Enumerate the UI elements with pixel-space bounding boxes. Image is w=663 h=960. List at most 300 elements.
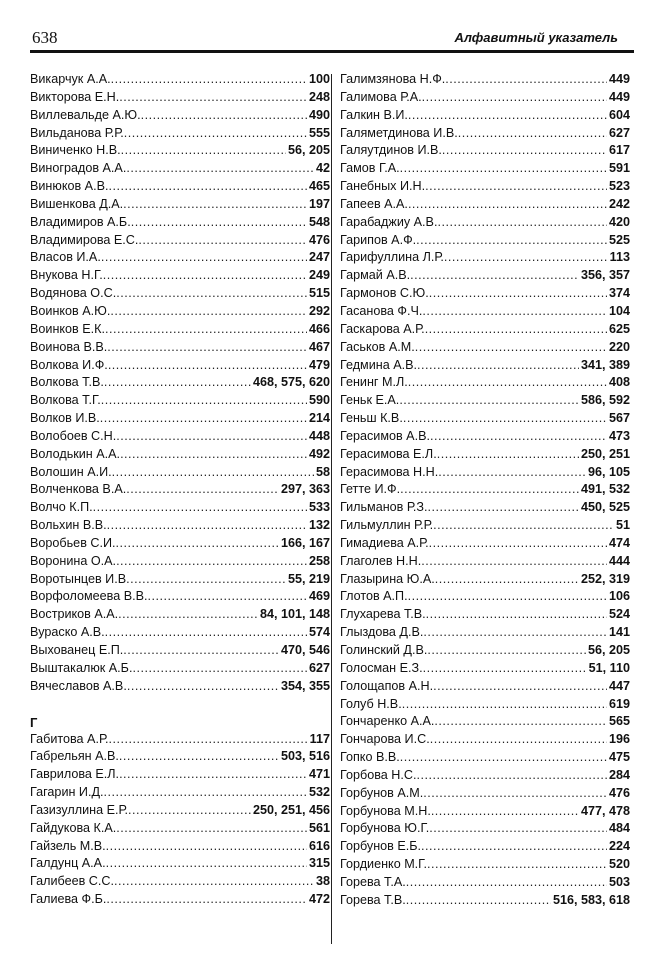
entry-name: Волков И.В. bbox=[30, 411, 100, 426]
leader-dots bbox=[128, 803, 251, 817]
leader-dots bbox=[118, 607, 258, 621]
leader-dots bbox=[421, 839, 607, 853]
entry-pages: 444 bbox=[608, 553, 630, 568]
leader-dots bbox=[123, 197, 307, 211]
section-letter: Г bbox=[30, 714, 38, 730]
index-entry bbox=[340, 72, 630, 90]
leader-dots bbox=[116, 429, 307, 443]
leader-dots bbox=[116, 554, 307, 568]
leader-dots bbox=[400, 482, 579, 496]
entry-name: Геньк Е.А. bbox=[340, 393, 400, 408]
entry-pages: 591 bbox=[608, 161, 630, 176]
entry-name: Вильданова Р.Р. bbox=[30, 125, 124, 140]
index-entry bbox=[30, 767, 330, 785]
index-entry bbox=[340, 179, 630, 197]
entry-name: Виниченко Н.В. bbox=[30, 143, 121, 158]
index-entry bbox=[30, 661, 330, 679]
index-entry bbox=[340, 482, 630, 500]
index-entry bbox=[30, 500, 330, 518]
entry-name: Выхованец Е.П. bbox=[30, 643, 124, 657]
entry-name: Горбова Н.С. bbox=[340, 767, 417, 782]
index-entry bbox=[30, 215, 330, 233]
entry-pages: 450, 525 bbox=[580, 500, 630, 515]
index-entry bbox=[340, 643, 630, 661]
leader-dots bbox=[422, 304, 607, 318]
entry-name: Волченкова В.А. bbox=[30, 482, 127, 497]
index-entry bbox=[30, 607, 330, 625]
entry-pages: 515 bbox=[308, 286, 330, 301]
entry-name: Ворфоломеева В.В. bbox=[30, 589, 148, 604]
entry-name: Вольхин В.В. bbox=[30, 518, 107, 533]
leader-dots bbox=[123, 643, 279, 657]
entry-name: Гончаренко А.А. bbox=[340, 714, 435, 729]
index-entry bbox=[30, 447, 330, 465]
leader-dots bbox=[105, 322, 307, 336]
entry-name: Галдунц А.А. bbox=[30, 856, 106, 871]
leader-dots bbox=[430, 429, 607, 443]
entry-pages: 476 bbox=[608, 785, 630, 800]
index-entry bbox=[30, 518, 330, 536]
index-entry bbox=[30, 482, 330, 500]
entry-pages: 619 bbox=[608, 696, 630, 711]
leader-dots bbox=[101, 250, 307, 264]
entry-name: Гармай А.В. bbox=[340, 268, 411, 283]
entry-name: Генинг М.Л. bbox=[340, 375, 408, 390]
index-entry bbox=[340, 786, 630, 804]
entry-name: Вураско А.В. bbox=[30, 625, 105, 640]
index-entry bbox=[340, 536, 630, 554]
index-entry bbox=[340, 143, 630, 161]
entry-name: Галяутдинов И.В. bbox=[340, 143, 442, 158]
entry-pages: 248 bbox=[308, 89, 330, 104]
leader-dots bbox=[403, 411, 607, 425]
index-entry bbox=[340, 197, 630, 215]
entry-pages: 465 bbox=[308, 179, 330, 194]
entry-name: Викторова Е.Н. bbox=[30, 89, 120, 104]
index-entry bbox=[340, 358, 630, 376]
entry-pages: 574 bbox=[308, 625, 330, 640]
header-rule bbox=[30, 50, 634, 53]
index-entry bbox=[30, 197, 330, 215]
index-entry bbox=[30, 749, 330, 767]
entry-name: Внукова Н.Г. bbox=[30, 268, 103, 283]
index-entry bbox=[340, 750, 630, 768]
index-entry bbox=[30, 233, 330, 251]
leader-dots bbox=[402, 697, 607, 711]
entry-pages: 197 bbox=[308, 196, 330, 211]
index-list-b bbox=[30, 732, 330, 910]
leader-dots bbox=[427, 643, 586, 657]
entry-pages: 420 bbox=[608, 214, 630, 229]
leader-dots bbox=[107, 340, 307, 354]
entry-pages: 84, 101, 148 bbox=[259, 607, 330, 622]
leader-dots bbox=[437, 215, 607, 229]
entry-name: Гармонов С.Ю. bbox=[340, 286, 429, 301]
entry-name: Воробьев С.И. bbox=[30, 535, 116, 550]
entry-name: Глазырина Ю.А. bbox=[340, 571, 435, 586]
leader-dots bbox=[416, 768, 607, 782]
index-entry bbox=[340, 607, 630, 625]
entry-pages: 468, 575, 620 bbox=[252, 375, 330, 390]
entry-pages: 374 bbox=[608, 286, 630, 301]
index-entry bbox=[30, 250, 330, 268]
entry-name: Гетте И.Ф. bbox=[340, 482, 401, 497]
index-entry bbox=[340, 554, 630, 572]
entry-pages: 341, 389 bbox=[580, 357, 630, 372]
entry-pages: 503, 516 bbox=[280, 749, 330, 764]
entry-name: Галимзянова Н.Ф. bbox=[340, 72, 446, 86]
entry-name: Востриков А.А. bbox=[30, 607, 119, 622]
entry-pages: 113 bbox=[609, 250, 630, 265]
entry-pages: 490 bbox=[308, 107, 330, 122]
entry-name: Водянова О.С. bbox=[30, 286, 117, 301]
entry-name: Володькин А.А. bbox=[30, 446, 121, 461]
index-entry bbox=[340, 465, 630, 483]
entry-name: Воинков Е.К. bbox=[30, 321, 105, 336]
leader-dots bbox=[437, 447, 579, 461]
entry-pages: 466 bbox=[308, 321, 330, 336]
entry-pages: 42 bbox=[315, 161, 330, 176]
leader-dots bbox=[105, 625, 307, 639]
entry-pages: 141 bbox=[608, 625, 630, 640]
entry-name: Глухарева Т.В. bbox=[340, 607, 426, 622]
entry-name: Горева Т.А. bbox=[340, 874, 406, 889]
leader-dots bbox=[104, 785, 307, 799]
leader-dots bbox=[119, 749, 279, 763]
leader-dots bbox=[141, 108, 307, 122]
index-entry bbox=[30, 286, 330, 304]
leader-dots bbox=[438, 465, 586, 479]
index-entry bbox=[340, 322, 630, 340]
column-divider bbox=[331, 74, 332, 944]
index-entry bbox=[30, 429, 330, 447]
entry-pages: 247 bbox=[308, 250, 330, 265]
entry-pages: 548 bbox=[308, 214, 330, 229]
index-entry bbox=[30, 732, 330, 750]
entry-name: Виллевальде А.Ю. bbox=[30, 107, 141, 122]
index-entry bbox=[30, 465, 330, 483]
leader-dots bbox=[106, 839, 307, 853]
entry-name: Воронина О.А. bbox=[30, 553, 117, 568]
index-entry bbox=[30, 375, 330, 393]
index-entry bbox=[30, 143, 330, 161]
index-entry bbox=[30, 179, 330, 197]
entry-name: Ганебных И.Н. bbox=[340, 179, 426, 194]
leader-dots bbox=[124, 126, 307, 140]
entry-name: Горбунов Е.Б. bbox=[340, 839, 422, 854]
entry-name: Гордиенко М.Г. bbox=[340, 857, 427, 872]
entry-name: Владимиров А.Б. bbox=[30, 214, 131, 229]
index-entry bbox=[30, 785, 330, 803]
entry-name: Глотов А.П. bbox=[340, 589, 408, 604]
leader-dots bbox=[106, 892, 307, 906]
index-entry bbox=[30, 679, 330, 697]
leader-dots bbox=[426, 607, 607, 621]
leader-dots bbox=[417, 358, 579, 372]
leader-dots bbox=[442, 143, 607, 157]
entry-pages: 467 bbox=[308, 339, 330, 354]
leader-dots bbox=[434, 714, 607, 728]
index-entry bbox=[340, 108, 630, 126]
entry-name: Гаскарова А.Р. bbox=[340, 321, 425, 336]
entry-pages: 604 bbox=[608, 107, 630, 122]
entry-name: Галимова Р.А. bbox=[340, 89, 422, 104]
index-entry bbox=[340, 304, 630, 322]
entry-pages: 586, 592 bbox=[580, 393, 630, 408]
index-entry bbox=[30, 304, 330, 322]
leader-dots bbox=[429, 821, 607, 835]
index-entry bbox=[340, 732, 630, 750]
leader-dots bbox=[425, 322, 607, 336]
entry-name: Гедмина А.В. bbox=[340, 357, 418, 372]
leader-dots bbox=[114, 874, 314, 888]
entry-name: Волкова И.Ф. bbox=[30, 357, 108, 372]
entry-name: Галибеев С.С. bbox=[30, 874, 114, 889]
running-title: Алфавитный указатель bbox=[454, 30, 618, 45]
entry-name: Гарипов А.Ф. bbox=[340, 232, 417, 247]
index-entry bbox=[340, 821, 630, 839]
index-entry bbox=[340, 804, 630, 822]
entry-pages: 616 bbox=[308, 838, 330, 853]
entry-name: Гапеев А.А. bbox=[340, 196, 408, 211]
entry-name: Вячеславов А.В. bbox=[30, 678, 127, 693]
index-entry bbox=[30, 358, 330, 376]
leader-dots bbox=[408, 589, 607, 603]
index-entry bbox=[30, 90, 330, 108]
entry-name: Горбунов А.М. bbox=[340, 785, 424, 800]
entry-pages: 117 bbox=[309, 731, 330, 746]
entry-pages: 447 bbox=[608, 678, 630, 693]
index-entry bbox=[30, 161, 330, 179]
entry-pages: 242 bbox=[608, 196, 630, 211]
entry-name: Гопко В.В. bbox=[340, 750, 400, 765]
entry-pages: 565 bbox=[608, 714, 630, 729]
leader-dots bbox=[458, 126, 607, 140]
entry-pages: 258 bbox=[308, 553, 330, 568]
index-list-right bbox=[340, 72, 630, 911]
leader-dots bbox=[126, 161, 314, 175]
entry-pages: 525 bbox=[608, 232, 630, 247]
entry-pages: 250, 251 bbox=[580, 446, 630, 461]
entry-pages: 292 bbox=[308, 303, 330, 318]
entry-name: Гайдукова К.А. bbox=[30, 820, 117, 835]
entry-pages: 284 bbox=[608, 767, 630, 782]
entry-name: Волкова Т.В. bbox=[30, 375, 104, 390]
entry-pages: 520 bbox=[608, 857, 630, 872]
entry-pages: 533 bbox=[308, 500, 330, 515]
leader-dots bbox=[423, 625, 607, 639]
entry-name: Гарабаджиу А.В. bbox=[340, 214, 438, 229]
leader-dots bbox=[423, 786, 607, 800]
entry-pages: 448 bbox=[308, 428, 330, 443]
entry-pages: 132 bbox=[308, 518, 330, 533]
leader-dots bbox=[406, 893, 551, 907]
index-entry bbox=[340, 268, 630, 286]
entry-pages: 470, 546 bbox=[280, 643, 330, 657]
entry-name: Гайзель М.В. bbox=[30, 838, 106, 853]
entry-pages: 51, 110 bbox=[588, 660, 630, 675]
leader-dots bbox=[416, 233, 607, 247]
index-entry bbox=[340, 625, 630, 643]
leader-dots bbox=[119, 767, 307, 781]
entry-name: Горбунова Ю.Г. bbox=[340, 821, 430, 836]
index-entry bbox=[30, 874, 330, 892]
entry-pages: 627 bbox=[608, 125, 630, 140]
index-entry bbox=[340, 589, 630, 607]
index-entry bbox=[340, 679, 630, 697]
leader-dots bbox=[421, 554, 607, 568]
entry-pages: 561 bbox=[308, 820, 330, 835]
index-entry bbox=[340, 126, 630, 144]
index-entry bbox=[340, 250, 630, 268]
entry-pages: 476 bbox=[308, 232, 330, 247]
entry-pages: 477, 478 bbox=[580, 803, 630, 818]
entry-name: Горева Т.В. bbox=[340, 892, 406, 907]
leader-dots bbox=[101, 393, 307, 407]
entry-name: Волкова Т.Г. bbox=[30, 393, 101, 408]
leader-dots bbox=[148, 589, 307, 603]
entry-pages: 532 bbox=[308, 785, 330, 800]
index-entry bbox=[340, 375, 630, 393]
index-entry bbox=[30, 554, 330, 572]
index-entry bbox=[30, 72, 330, 90]
leader-dots bbox=[422, 90, 607, 104]
entry-name: Гарифуллина Л.Р. bbox=[340, 250, 444, 265]
entry-pages: 627 bbox=[308, 660, 330, 675]
leader-dots bbox=[112, 465, 314, 479]
index-entry bbox=[340, 393, 630, 411]
entry-pages: 38 bbox=[315, 874, 330, 889]
index-entry bbox=[340, 429, 630, 447]
entry-pages: 106 bbox=[608, 589, 630, 604]
entry-name: Габитова А.Р. bbox=[30, 731, 109, 746]
entry-pages: 523 bbox=[608, 179, 630, 194]
index-list-a bbox=[30, 72, 330, 697]
index-entry bbox=[30, 856, 330, 874]
leader-dots bbox=[116, 821, 307, 835]
entry-name: Габрельян А.В. bbox=[30, 749, 119, 764]
leader-dots bbox=[110, 304, 307, 318]
leader-dots bbox=[444, 250, 608, 264]
entry-name: Винюков А.В. bbox=[30, 179, 109, 194]
entry-pages: 590 bbox=[308, 393, 330, 408]
index-entry bbox=[30, 126, 330, 144]
entry-pages: 449 bbox=[608, 72, 630, 86]
leader-dots bbox=[406, 875, 607, 889]
entry-pages: 220 bbox=[608, 339, 630, 354]
entry-name: Волчо К.П. bbox=[30, 500, 93, 515]
leader-dots bbox=[131, 215, 307, 229]
leader-dots bbox=[400, 161, 607, 175]
index-entry bbox=[30, 821, 330, 839]
leader-dots bbox=[399, 393, 579, 407]
index-entry bbox=[340, 857, 630, 875]
leader-dots bbox=[431, 804, 579, 818]
leader-dots bbox=[126, 482, 279, 496]
entry-name: Выштакалюк А.Б. bbox=[30, 660, 133, 675]
leader-dots bbox=[132, 661, 307, 675]
index-entry bbox=[30, 643, 330, 661]
entry-pages: 567 bbox=[608, 411, 630, 426]
leader-dots bbox=[423, 661, 587, 675]
index-entry bbox=[30, 340, 330, 358]
page-header bbox=[30, 26, 634, 50]
leader-dots bbox=[427, 857, 607, 871]
leader-dots bbox=[93, 500, 307, 514]
entry-pages: 315 bbox=[308, 856, 330, 871]
index-entry bbox=[30, 108, 330, 126]
entry-pages: 479 bbox=[308, 357, 330, 372]
entry-pages: 249 bbox=[308, 268, 330, 283]
entry-pages: 56, 205 bbox=[287, 143, 330, 158]
index-entry bbox=[340, 447, 630, 465]
leader-dots bbox=[121, 143, 286, 157]
entry-pages: 524 bbox=[608, 607, 630, 622]
leader-dots bbox=[429, 536, 607, 550]
entry-name: Волошин А.И. bbox=[30, 464, 112, 479]
leader-dots bbox=[445, 72, 607, 86]
entry-name: Гаськов А.М. bbox=[340, 339, 415, 354]
leader-dots bbox=[126, 572, 286, 586]
entry-pages: 491, 532 bbox=[580, 482, 630, 497]
entry-name: Герасимова Е.Л. bbox=[340, 446, 437, 461]
entry-name: Голощапов А.Н. bbox=[340, 678, 434, 693]
entry-name: Галяметдинова И.В. bbox=[340, 125, 458, 140]
index-entry bbox=[30, 589, 330, 607]
entry-pages: 196 bbox=[608, 732, 630, 747]
entry-name: Герасимов А.В. bbox=[340, 428, 430, 443]
index-entry bbox=[340, 215, 630, 233]
leader-dots bbox=[106, 856, 307, 870]
entry-pages: 475 bbox=[608, 750, 630, 765]
entry-pages: 503 bbox=[608, 874, 630, 889]
entry-name: Глыздова Д.В. bbox=[340, 625, 424, 640]
leader-dots bbox=[108, 179, 307, 193]
index-entry bbox=[30, 839, 330, 857]
index-entry bbox=[340, 90, 630, 108]
leader-dots bbox=[103, 268, 307, 282]
entry-name: Галкин В.И. bbox=[340, 107, 408, 122]
leader-dots bbox=[119, 90, 307, 104]
entry-name: Гимадиева А.Р. bbox=[340, 535, 429, 550]
index-entry bbox=[340, 161, 630, 179]
entry-pages: 474 bbox=[608, 535, 630, 550]
leader-dots bbox=[116, 536, 279, 550]
index-entry bbox=[30, 803, 330, 821]
entry-name: Вишенкова Д.А. bbox=[30, 196, 124, 211]
entry-name: Волобоев С.Н. bbox=[30, 428, 117, 443]
leader-dots bbox=[111, 72, 307, 86]
leader-dots bbox=[120, 447, 307, 461]
entry-name: Геньш К.В. bbox=[340, 411, 403, 426]
left-column bbox=[30, 72, 330, 910]
entry-name: Голуб Н.В. bbox=[340, 696, 402, 711]
index-entry bbox=[340, 518, 630, 536]
index-entry bbox=[30, 411, 330, 429]
index-entry bbox=[340, 839, 630, 857]
entry-pages: 354, 355 bbox=[280, 678, 330, 693]
index-entry bbox=[30, 393, 330, 411]
entry-name: Голосман Е.З. bbox=[340, 660, 423, 675]
entry-pages: 297, 363 bbox=[280, 482, 330, 497]
entry-pages: 100 bbox=[308, 72, 330, 86]
entry-pages: 516, 583, 618 bbox=[552, 892, 630, 907]
entry-pages: 214 bbox=[308, 411, 330, 426]
leader-dots bbox=[433, 679, 607, 693]
entry-name: Гаврилова Е.Л. bbox=[30, 767, 120, 782]
section-gap bbox=[30, 697, 330, 714]
leader-dots bbox=[116, 286, 307, 300]
